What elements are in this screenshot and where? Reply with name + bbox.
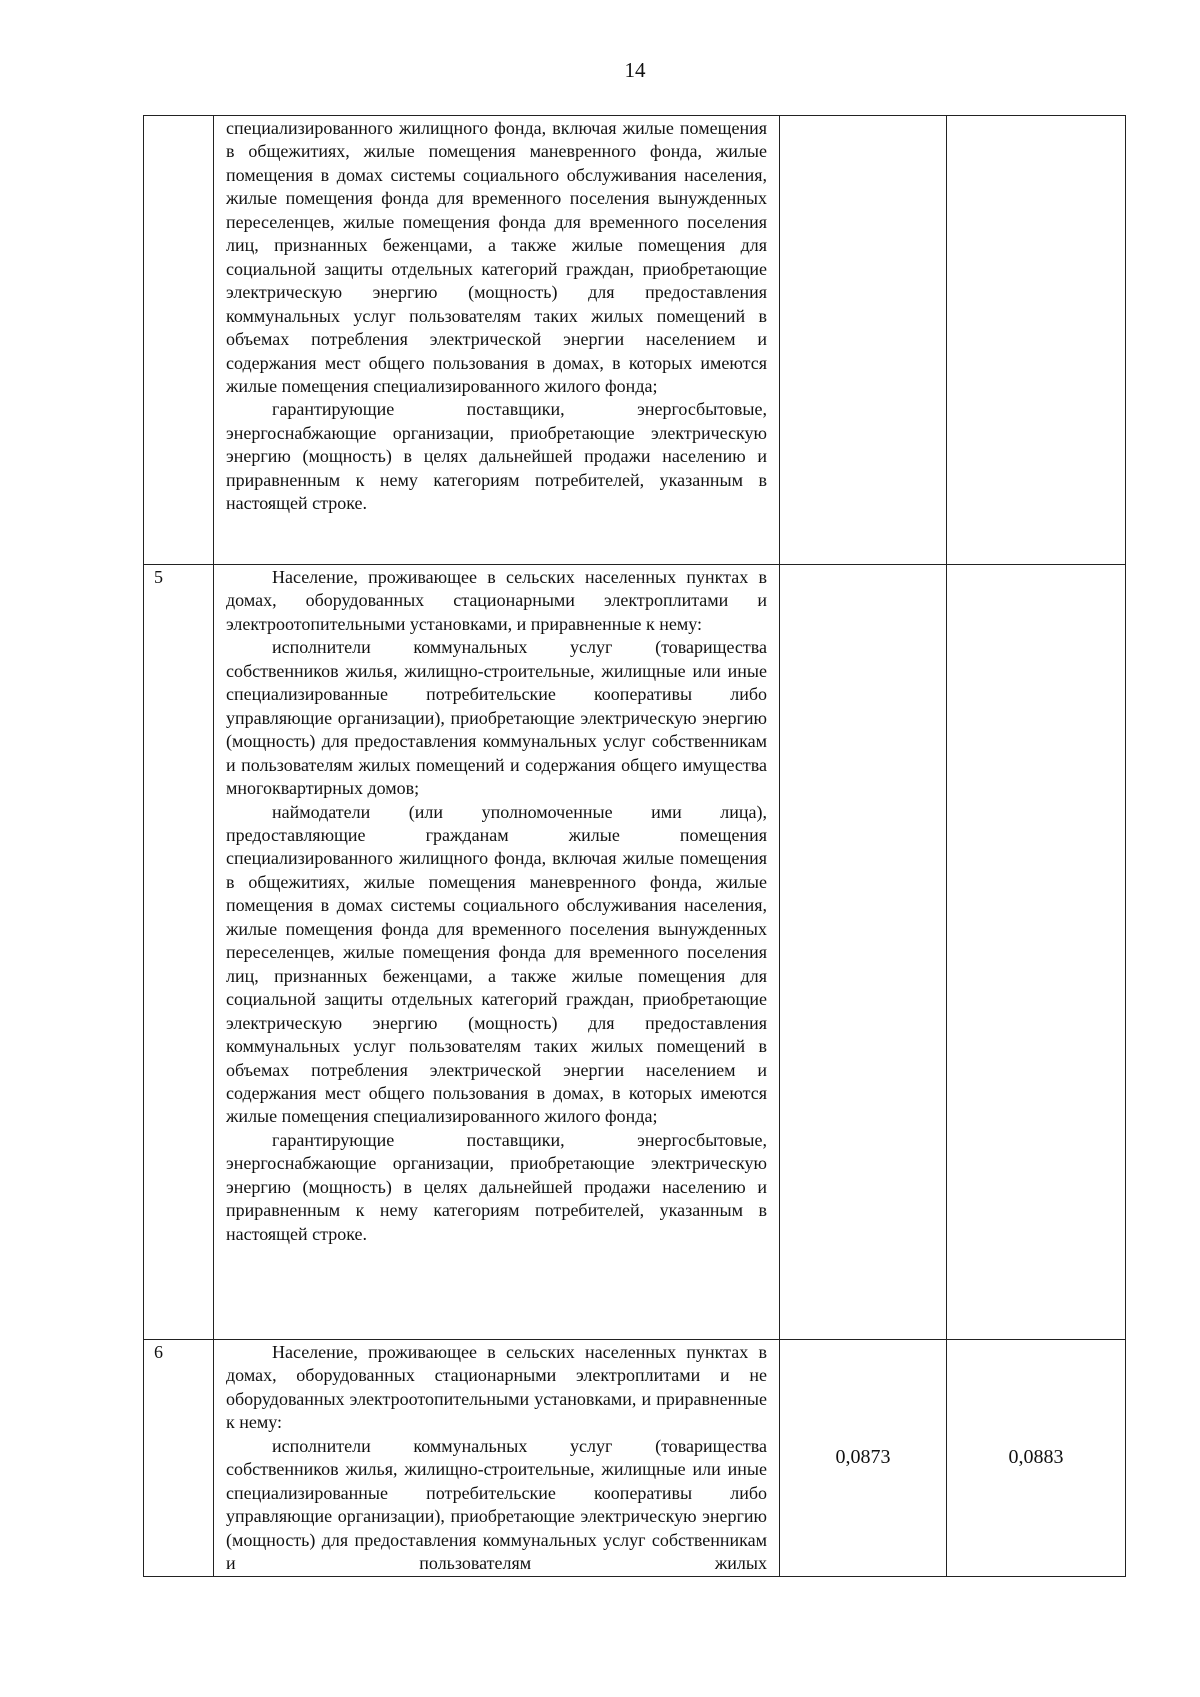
table-row [144,116,1126,565]
row-description [214,116,780,565]
table-row [144,1340,1126,1577]
description-paragraph: исполнители коммунальных услуг (товарищества собственников жилья, жилищно-строительные, жилищные или иные специализированные потребительские кооперативы либо управляющие организации), приобретающие электрическую энергию (мощность) для предоставления коммунальных услуг собственникам и пользователям жилых [226,1435,767,1574]
row-number: 5 [144,565,214,1340]
tariff-value-second-half: 0,0883 [947,1340,1126,1577]
row-number [144,116,214,565]
description-paragraph: исполнители коммунальных услуг (товарищества собственников жилья, жилищно-строительные, жилищные или иные специализированные потребительские кооперативы либо управляющие организации), приобретающие электрическую энергию (мощность) для предоставления коммунальных услуг собственникам и пользователям жилых помещений и содержания общего имущества многоквартирных домов; [226,637,767,799]
table-row [144,565,1126,1340]
description-paragraph: Население, проживающее в сельских населенных пунктах в домах, оборудованных стационарными электроплитами и электроотопительными установками, и приравненные к нему: [226,567,767,634]
tariff-value-first-half [780,565,947,1340]
row-description [214,1340,780,1577]
description-paragraph: специализированного жилищного фонда, включая жилые помещения в общежитиях, жилые помещения маневренного фонда, жилые помещения в домах системы социального обслуживания населения, жилые помещения фонда для временного поселения вынужденных переселенцев, жилые помещения фонда для временного поселения лиц, признанных беженцами, а также жилые помещения для социальной защиты отдельных категорий граждан, приобретающие электрическую энергию (мощность) для предоставления коммунальных услуг пользователям таких жилых помещений в объемах потребления электрической энергии населением и содержания мест общего пользования в домах, в которых имеются жилые помещения специализированного жилого фонда; [226,118,767,396]
description-paragraph: Население, проживающее в сельских населенных пунктах в домах, оборудованных стационарными электроплитами и не оборудованных электроотопительными установками, и приравненные к нему: [226,1342,767,1433]
row-description [214,565,780,1340]
tariff-value-first-half: 0,0873 [780,1340,947,1577]
page-number: 14 [624,58,646,82]
row-number: 6 [144,1340,214,1577]
tariff-value-second-half [947,116,1126,565]
tariff-value-second-half [947,565,1126,1340]
tariff-value-first-half [780,116,947,565]
description-paragraph: гарантирующие поставщики, энергосбытовые, энергоснабжающие организации, приобретающие электрическую энергию (мощность) в целях дальнейшей продажи населению и приравненным к нему категориям потребителей, указанным в настоящей строке. [226,1129,767,1244]
description-paragraph: наймодатели (или уполномоченные ими лица), предоставляющие гражданам жилые помещения специализированного жилищного фонда, включая жилые помещения в общежитиях, жилые помещения маневренного фонда, жилые помещения в домах системы социального обслуживания населения, жилые помещения фонда для временного поселения вынужденных переселенцев, жилые помещения фонда для временного поселения лиц, признанных беженцами, а также жилые помещения для социальной защиты отдельных категорий граждан, приобретающие электрическую энергию (мощность) для предоставления коммунальных услуг пользователям таких жилых помещений в объемах потребления электрической энергии населением и содержания мест общего пользования в домах, в которых имеются жилые помещения специализированного жилого фонда; [226,801,767,1127]
tariff-table [143,115,1126,1577]
description-paragraph: гарантирующие поставщики, энергосбытовые, энергоснабжающие организации, приобретающие электрическую энергию (мощность) в целях дальнейшей продажи населению и приравненным к нему категориям потребителей, указанным в настоящей строке. [226,399,767,514]
